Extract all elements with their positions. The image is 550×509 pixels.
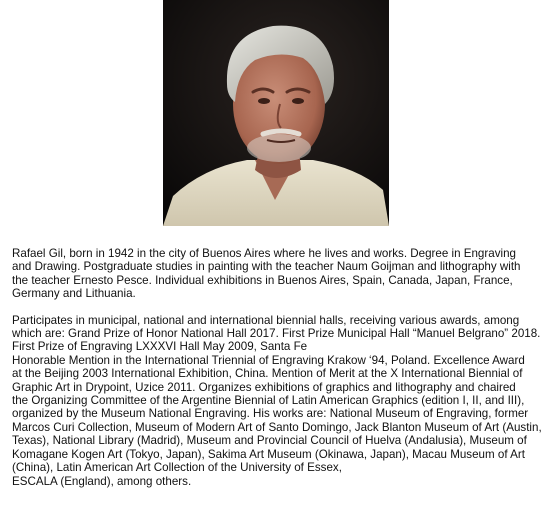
artist-biography	[12, 247, 544, 488]
artist-portrait	[163, 0, 389, 226]
biography-paragraph-1: Rafael Gil, born in 1942 in the city of Buenos Aires where he lives and works. Degree in Engraving and Drawing. Postgraduate studies in painting with the teacher Naum Goijman and lithography with the teacher Ernesto Pesce. Individual exhibitions in Buenos Aires, Spain, Canada, Japan, France, Germany and Lithuania.	[12, 247, 521, 301]
biography-paragraph-2: Participates in municipal, national and international biennial halls, receiving various awards, among which are: Grand Prize of Honor National Hall 2017. First Prize Municipal Hall “Manuel Belgrano” 2018. First Prize of Engraving LXXXVI Hall May 2009, Santa Fe Honorable Mention in the International Triennial of Engraving Krakow ‘94, Poland. Excellence Award at the Beijing 2003 International Exhibition, China. Mention of Merit at the X International Biennial of Graphic Art in Drypoint, Uzice 2011. Organizes exhibitions of graphics and lithography and chaired the Organizing Committee of the Argentine Biennial of Latin American Graphics (edition I, II, and III), organized by the Museum National Engraving. His works are: National Museum of Engraving, former Marcos Curi Collection, Museum of Modern Art of Santo Domingo, Jack Blanton Museum of Art (Austin, Texas), National Library (Madrid), Museum and Provincial Council of Huelva (Andalusia), Museum of Komagane Kogen Art (Tokyo, Japan), Sakima Art Museum (Okinawa, Japan), Macau Museum of Art (China), Latin American Art Collection of the University of Essex, ESCALA (England), among others.	[12, 313, 542, 488]
